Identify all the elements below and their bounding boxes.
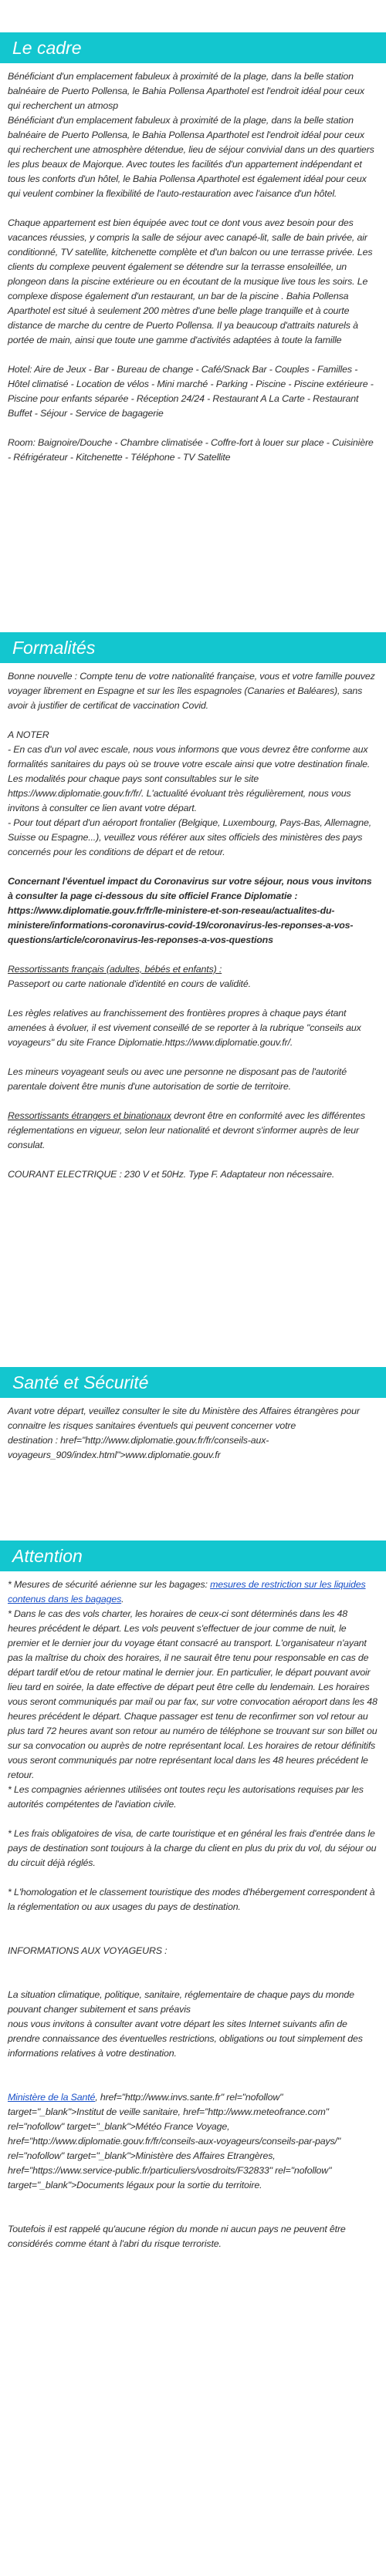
- section-body-sante-securite: [0, 1398, 386, 1463]
- section-title-attention: Attention: [0, 1541, 386, 1571]
- section-attention: [0, 1541, 386, 2251]
- health-ministry-link[interactable]: Ministère de la Santé: [8, 2092, 96, 2103]
- baggage-security-prefix: * Mesures de sécurité aérienne sur les bagages:: [8, 1579, 211, 1590]
- foreign-nationals-block: [8, 1109, 378, 1153]
- useful-links-text: , href="http://www.invs.sante.fr" rel="nofollow" target="_blank">Institut de veille sanitaire, href="http://www.meteofrance.com" rel="nofollow" target="_blank">Météo France Voyage, href="http://www.diplomatie.gouv.fr/fr/conseils-aux-voyageurs/conseils-par-pays/" rel="nofollow" target="_blank">Ministère des Affaires Etrangères, href="https://www.service-public.fr/particuliers/vosdroits/F32833" rel="nofollow" target="_blank">Documents légaux pour la sortie du territoire.: [8, 2092, 341, 2190]
- cadre-paragraph-1: Bénéficiant d'un emplacement fabuleux à proximité de la plage, dans la belle station balnéaire de Puerto Pollensa, le Bahia Pollensa Aparthotel est l'endroit idéal pour ceux qui recherchent un atmosp Bénéficiant d'un emplacement fabuleux à proximité de la plage, dans la belle station balnéaire de Puerto Pollensa, le Bahia Pollensa Aparthotel est l'endroit idéal pour ceux qui recherchent une atmosphère détendue, lieu de séjour convivial dans un des quartiers les plus beaux de Majorque. Avec toutes les facilités d'un appartement indépendant et tous les conforts d'un hôtel, le Bahia Pollensa Aparthotel est également idéal pour ceux qui veulent combiner la flexibilité de l'auto-restauration avec l'aisance d'un hôtel.: [8, 71, 374, 199]
- formalites-paragraph-1: Bonne nouvelle : Compte tenu de votre nationalité française, vous et votre famille pouvez voyager librement en Espagne et sur les îles espagnoles (Canaries et Baléares), sans avoir à justifier de certificat de vaccination Covid.: [8, 671, 375, 711]
- section-title-le-cadre: Le cadre: [0, 32, 386, 63]
- electric-current-info: COURANT ELECTRIQUE : 230 V et 50Hz. Type F. Adaptateur non nécessaire.: [8, 1169, 335, 1180]
- minors-rule: Les mineurs voyageant seuls ou avec une personne ne disposant pas de l'autorité parentale doivent être munis d'une autorisation de sortie de territoire.: [8, 1066, 347, 1092]
- french-nationals-text: Passeport ou carte nationale d'identité en cours de validité.: [8, 978, 251, 989]
- baggage-security-suffix: .: [121, 1594, 124, 1605]
- section-body-le-cadre: [0, 63, 386, 465]
- liquids-restriction-link[interactable]: mesures de restriction sur les liquides contenus dans les bagages: [8, 1579, 366, 1605]
- coronavirus-notice: Concernant l'éventuel impact du Coronavirus sur votre séjour, nous vous invitons à consulter la page ci-dessous du site officiel France Diplomatie : https://www.diplomatie.gouv.fr/fr/le-ministere-et-son-reseau/actualites-du-ministere/informations-coronavirus-covid-19/coronavirus-les-reponses-a-vos-questions/article/coronavirus-les-reponses-a-vos-questions: [8, 876, 372, 945]
- foreign-nationals-text: devront être en conformité avec les différentes réglementations en vigueur, selon leur nationalité et devront s'informer auprès de leur consulat.: [8, 1110, 365, 1150]
- visa-fees-info: * Les frais obligatoires de visa, de carte touristique et en général les frais d'entrée dans le pays de destination sont toujours à la charge du client en plus du prix du vol, du séjour ou du circuit déjà réglés.: [8, 1828, 377, 1868]
- foreign-nationals-heading: Ressortissants étrangers et binationaux: [8, 1110, 171, 1121]
- sante-paragraph: Avant votre départ, veuillez consulter le site du Ministère des Affaires étrangères pour connaitre les risques sanitaires éventuels qui peuvent concerner votre destination : href="http://www.diplomatie.gouv.fr/fr/conseils-aux-voyageurs_909/index.html">www.diplomatie.gouv.fr: [8, 1406, 360, 1460]
- accommodation-rating-info: * L'homologation et le classement touristique des modes d'hébergement correspondent à la réglementation ou aux usages du pays de destination.: [8, 1887, 375, 1912]
- hotel-amenities: Hotel: Aire de Jeux - Bar - Bureau de change - Café/Snack Bar - Couples - Familles - Hôtel climatisé - Location de vélos - Mini marché - Parking - Piscine - Piscine extérieure - Piscine pour enfants séparée - Réception 24/24 - Restaurant A La Carte - Restaurant Buffet - Séjour - Service de bagagerie: [8, 364, 374, 419]
- french-nationals-heading: Ressortissants français (adultes, bébés et enfants) :: [8, 964, 222, 975]
- section-sante-securite: [0, 1367, 386, 1463]
- section-body-formalites: [0, 663, 386, 1182]
- terrorism-risk-notice: Toutefois il est rappelé qu'aucune région du monde ni aucun pays ne peuvent être considérés comme étant à l'abri du risque terroriste.: [8, 2224, 346, 2249]
- traveller-info-heading: INFORMATIONS AUX VOYAGEURS :: [8, 1945, 168, 1956]
- border-rules: Les règles relatives au franchissement des frontières propres à chaque pays étant amenées à évoluer, il est vivement conseillé de se reporter à la rubrique "conseils aux voyageurs" du site France Diplomatie.https://www.diplomatie.gouv.fr/.: [8, 1008, 361, 1048]
- section-formalites: [0, 632, 386, 1182]
- section-le-cadre: [0, 32, 386, 465]
- cadre-paragraph-2: Chaque appartement est bien équipée avec tout ce dont vous avez besoin pour des vacances réussies, y compris la salle de séjour avec canapé-lit, salle de bain privée, air conditionné, TV satellite, kitchenette complète et d'un balcon ou une terrasse privée. Les clients du complexe peuvent également se détendre sur la terrasse ensoleillée, un plongeon dans la piscine extérieure ou en écoutant de la musique live tous les soirs. Le complexe dispose également d'un restaurant, un bar de la piscine . Bahia Pollensa Aparthotel est situé à seulement 200 mètres d'une belle plage tranquille et à courte distance de marche du centre de Puerto Pollensa. Il ya beaucoup d'attraits naturels à portée de main, ainsi que toute une gamme d'activités adaptées à toute la famille: [8, 217, 373, 345]
- french-nationals-block: [8, 962, 378, 992]
- section-body-attention: [0, 1571, 386, 2251]
- section-title-formalites: Formalités: [0, 632, 386, 663]
- useful-links-block: [8, 2090, 378, 2193]
- situation-notice: La situation climatique, politique, sanitaire, réglementaire de chaque pays du monde pouvant changer subitement et sans préavis nous vous invitons à consulter avant votre départ les sites Internet suivants afin de prendre connaissance des éventuelles restrictions, obligations ou tout simplement des informations relatives à votre destination.: [8, 1989, 363, 2059]
- baggage-security-block: [8, 1578, 378, 1607]
- charter-flights-info: * Dans le cas des vols charter, les horaires de ceux-ci sont déterminés dans les 48 heures précédent le départ. Les vols peuvent s'effectuer de jour comme de nuit, le premier et le dernier jour du voyage étant consacré au transport. L'organisateur n'ayant pas la maîtrise du choix des horaires, il ne saurait être tenu pour responsable en cas de départ tardif et/ou de retour matinal le dernier jour. En particulier, le départ pouvant avoir lieu tard en soirée, la date effective de départ peut être celle du lendemain. Les horaires vous seront communiqués par mail ou par fax, sur votre convocation aéroport dans les 48 heures précédent le départ. Chaque passager est tenu de reconfirmer son vol retour au plus tard 72 heures avant son retour au numéro de téléphone se trouvant sur son billet ou sur sa convocation ou auprès de notre représentant local. Les horaires de retour définitifs vous seront communiqués par notre représentant local dans les 48 heures précédent le retour. * Les compagnies aériennes utilisées ont toutes reçu les autorisations requises par les autorités compétentes de l'aviation civile.: [8, 1608, 378, 1810]
- formalites-note: A NOTER - En cas d'un vol avec escale, nous vous informons que vous devrez être conforme aux formalités sanitaires du pays où se trouve votre escale ainsi que votre destination finale. Les modalités pour chaque pays sont consultables sur le site https://www.diplomatie.gouv.fr/fr/. L'actualité évoluant très régulièrement, nous vous invitons à consulter ce lien avant votre départ. - Pour tout départ d'un aéroport frontalier (Belgique, Luxembourg, Pays-Bas, Allemagne, Suisse ou Espagne...), veuillez vous référer aux sites officiels des ministères des pays concernés pour les conditions de départ et de retour.: [8, 729, 371, 857]
- section-title-sante-securite: Santé et Sécurité: [0, 1367, 386, 1398]
- room-amenities: Room: Baignoire/Douche - Chambre climatisée - Coffre-fort à louer sur place - Cuisinière - Réfrigérateur - Kitchenette - Téléphone - TV Satellite: [8, 437, 374, 463]
